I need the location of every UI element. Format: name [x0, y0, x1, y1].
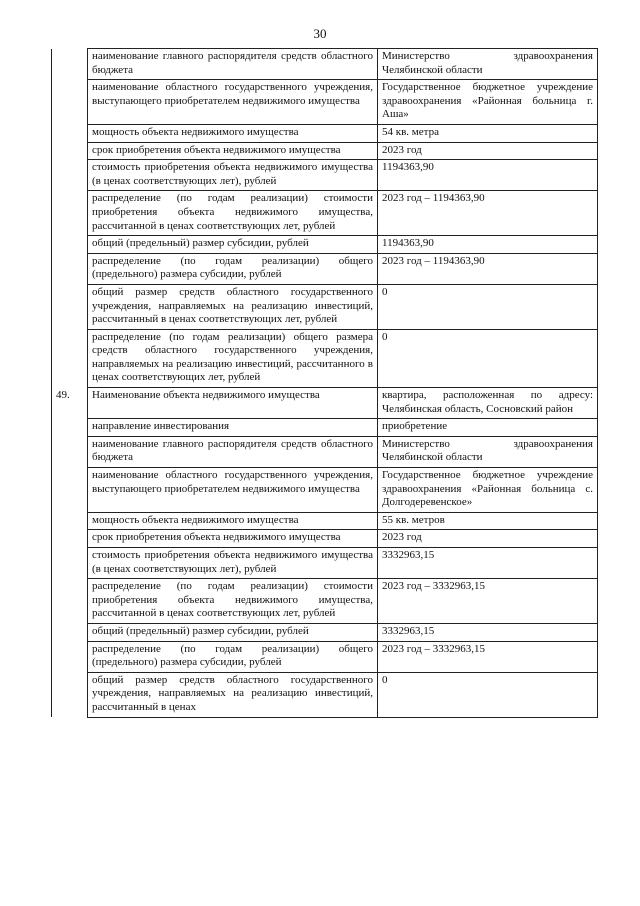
table-row — [52, 236, 598, 254]
parameter-cell: стоимость приобретения объекта недвижимого имущества (в ценах соответствующих лет), рублей — [88, 160, 378, 191]
parameter-cell: мощность объекта недвижимого имущества — [88, 512, 378, 530]
value-cell: 55 кв. метров — [378, 512, 598, 530]
row-number-cell — [52, 142, 88, 160]
table-row — [52, 160, 598, 191]
row-number-cell — [52, 468, 88, 513]
value-cell: 54 кв. метра — [378, 124, 598, 142]
row-number-cell — [52, 530, 88, 548]
table-row — [52, 579, 598, 624]
row-number-cell — [52, 191, 88, 236]
value-cell: 2023 год — [378, 142, 598, 160]
parameter-cell: общий размер средств областного государственного учреждения, направляемых на реализацию инвестиций, рассчитанный в ценах соответствующих лет, рублей — [88, 284, 378, 329]
table-row — [52, 530, 598, 548]
value-cell: Государственное бюджетное учреждение здравоохранения «Районная больница с. Долгодеревенское» — [378, 468, 598, 513]
value-cell: Министерство здравоохранения Челябинской области — [378, 436, 598, 467]
value-cell: 2023 год – 1194363,90 — [378, 253, 598, 284]
value-cell: 1194363,90 — [378, 160, 598, 191]
value-cell: 2023 год – 3332963,15 — [378, 641, 598, 672]
parameter-cell: распределение (по годам реализации) стоимости приобретения объекта недвижимого имущества, рассчитанной в ценах соответствующих лет, рублей — [88, 579, 378, 624]
row-number-cell — [52, 672, 88, 717]
parameter-cell: направление инвестирования — [88, 419, 378, 437]
row-number-cell — [52, 49, 88, 80]
row-number-cell — [52, 548, 88, 579]
value-cell: Министерство здравоохранения Челябинской области — [378, 49, 598, 80]
parameter-cell: срок приобретения объекта недвижимого имущества — [88, 530, 378, 548]
value-cell: 2023 год — [378, 530, 598, 548]
table-row — [52, 191, 598, 236]
row-number-cell: 49. — [52, 388, 88, 419]
row-number-cell — [52, 80, 88, 125]
table-row — [52, 124, 598, 142]
table-row — [52, 512, 598, 530]
table-row — [52, 142, 598, 160]
parameter-cell: наименование главного распорядителя средств областного бюджета — [88, 49, 378, 80]
table-row — [52, 623, 598, 641]
value-cell: 0 — [378, 329, 598, 387]
table-row — [52, 436, 598, 467]
row-number-cell — [52, 284, 88, 329]
value-cell: 0 — [378, 672, 598, 717]
value-cell: 2023 год – 3332963,15 — [378, 579, 598, 624]
parameter-cell: мощность объекта недвижимого имущества — [88, 124, 378, 142]
investment-table — [51, 48, 598, 718]
row-number-cell — [52, 419, 88, 437]
parameter-cell: срок приобретения объекта недвижимого имущества — [88, 142, 378, 160]
value-cell: приобретение — [378, 419, 598, 437]
table-row — [52, 672, 598, 717]
parameter-cell: наименование главного распорядителя средств областного бюджета — [88, 436, 378, 467]
table-row — [52, 641, 598, 672]
parameter-cell: наименование областного государственного учреждения, выступающего приобретателем недвижимого имущества — [88, 468, 378, 513]
table-row — [52, 253, 598, 284]
parameter-cell: общий (предельный) размер субсидии, рублей — [88, 623, 378, 641]
parameter-cell: Наименование объекта недвижимого имущества — [88, 388, 378, 419]
parameter-cell: стоимость приобретения объекта недвижимого имущества (в ценах соответствующих лет), рублей — [88, 548, 378, 579]
parameter-cell: общий размер средств областного государственного учреждения, направляемых на реализацию инвестиций, рассчитанный в ценах — [88, 672, 378, 717]
parameter-cell: общий (предельный) размер субсидии, рублей — [88, 236, 378, 254]
table-row — [52, 80, 598, 125]
row-number-cell — [52, 579, 88, 624]
row-number-cell — [52, 160, 88, 191]
parameter-cell: наименование областного государственного учреждения, выступающего приобретателем недвижимого имущества — [88, 80, 378, 125]
value-cell: квартира, расположенная по адресу: Челябинская область, Сосновский район — [378, 388, 598, 419]
parameter-cell: распределение (по годам реализации) общего (предельного) размера субсидии, рублей — [88, 641, 378, 672]
row-number-cell — [52, 124, 88, 142]
table-row — [52, 284, 598, 329]
value-cell: 3332963,15 — [378, 548, 598, 579]
table-row — [52, 548, 598, 579]
value-cell: 2023 год – 1194363,90 — [378, 191, 598, 236]
row-number-cell — [52, 623, 88, 641]
table-row — [52, 419, 598, 437]
row-number-cell — [52, 512, 88, 530]
table-row — [52, 329, 598, 387]
table-row — [52, 388, 598, 419]
row-number-cell — [52, 253, 88, 284]
table-row — [52, 468, 598, 513]
value-cell: 1194363,90 — [378, 236, 598, 254]
row-number-cell — [52, 236, 88, 254]
value-cell: 3332963,15 — [378, 623, 598, 641]
row-number-cell — [52, 641, 88, 672]
row-number-cell — [52, 329, 88, 387]
page-number: 30 — [313, 26, 327, 41]
parameter-cell: распределение (по годам реализации) общего размера средств областного государственного учреждения, направляемых на реализацию инвестиций, рассчитанного в ценах соответствующих лет, рублей — [88, 329, 378, 387]
table-row — [52, 49, 598, 80]
parameter-cell: распределение (по годам реализации) общего (предельного) размера субсидии, рублей — [88, 253, 378, 284]
value-cell: Государственное бюджетное учреждение здравоохранения «Районная больница г. Аша» — [378, 80, 598, 125]
row-number-cell — [52, 436, 88, 467]
parameter-cell: распределение (по годам реализации) стоимости приобретения объекта недвижимого имущества, рассчитанной в ценах соответствующих лет, рублей — [88, 191, 378, 236]
value-cell: 0 — [378, 284, 598, 329]
